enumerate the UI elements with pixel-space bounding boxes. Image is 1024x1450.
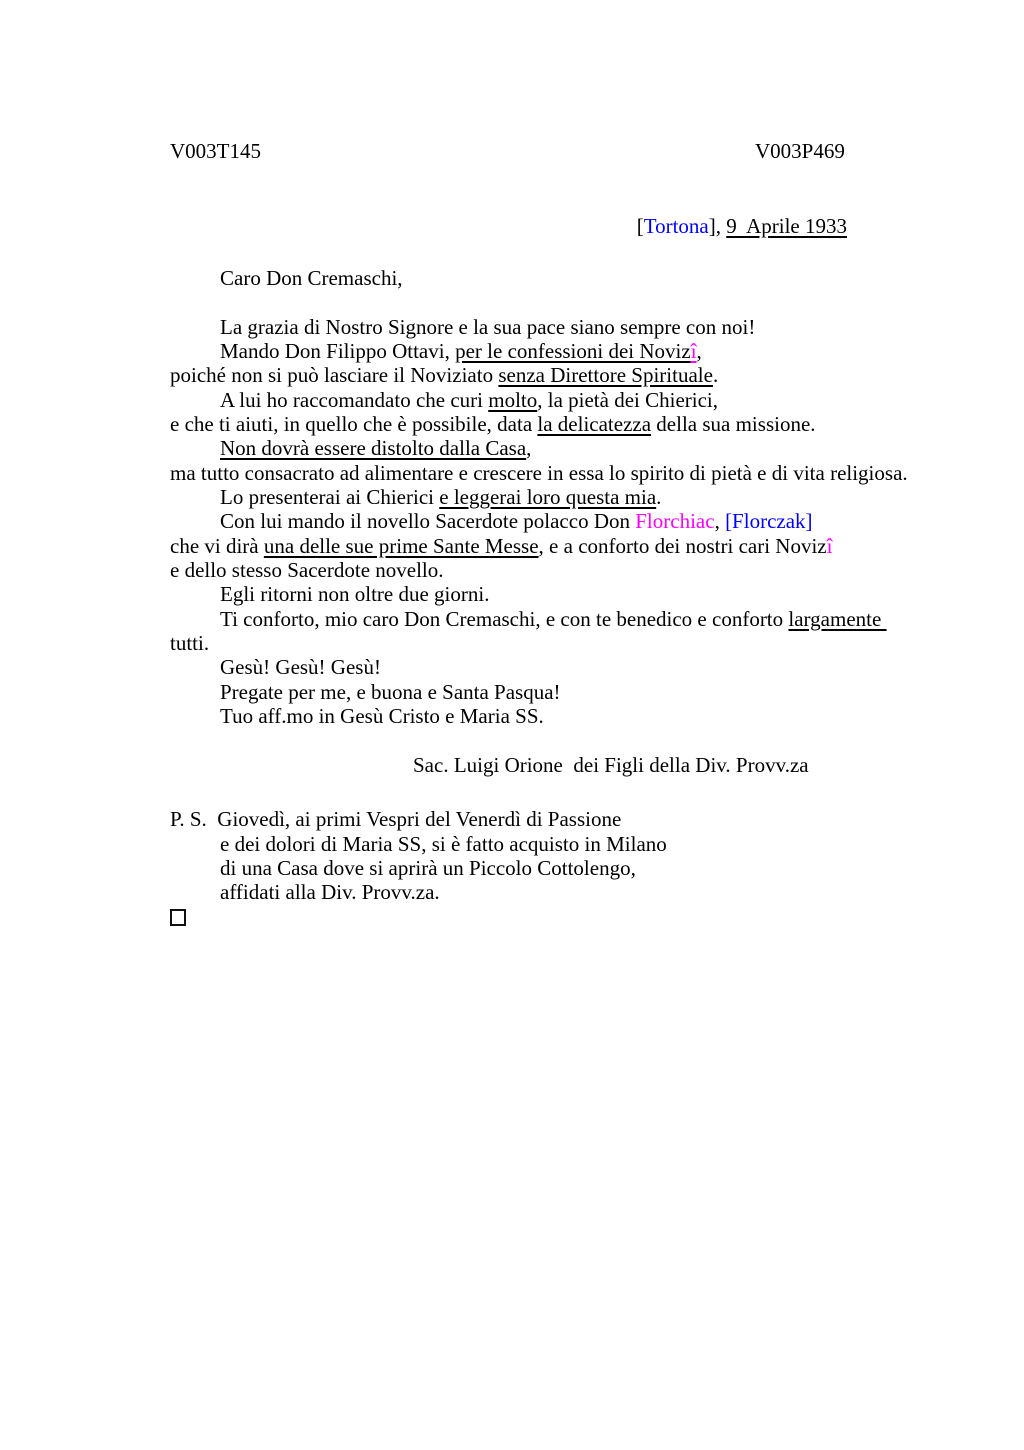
text-run: î bbox=[826, 533, 833, 558]
text-run: Egli ritorni non oltre due giorni. bbox=[220, 582, 490, 607]
letter-line bbox=[170, 509, 908, 533]
text-run: [Florczak] bbox=[725, 509, 813, 534]
letter-line bbox=[170, 388, 908, 412]
text-run: Non dovrà essere distolto dalla Casa bbox=[220, 436, 527, 461]
letter-body bbox=[170, 266, 908, 929]
text-run: Tuo aff.mo in Gesù Cristo e Maria SS. bbox=[220, 703, 544, 728]
text-run: affidati alla Div. Provv.za. bbox=[220, 880, 440, 905]
text-run: Caro Don Cremaschi, bbox=[220, 266, 403, 290]
text-run: Florchiac bbox=[635, 509, 715, 534]
letter-line bbox=[170, 339, 908, 363]
end-marker-line bbox=[170, 905, 908, 929]
empty-square-icon bbox=[170, 909, 186, 926]
text-run: largamente bbox=[788, 606, 887, 631]
text-run: e dello stesso Sacerdote novello. bbox=[170, 557, 444, 582]
text-run: , la pietà dei Chierici, bbox=[537, 387, 719, 412]
text-run: molto bbox=[488, 387, 538, 412]
letter-line bbox=[170, 485, 908, 509]
document-code-right: V003P469 bbox=[755, 139, 845, 163]
text-run: della sua missione. bbox=[651, 411, 816, 436]
text-run: la delicatezza bbox=[537, 411, 652, 436]
document-code-left: V003T145 bbox=[170, 139, 261, 163]
text-run: , e a conforto dei nostri cari Noviz bbox=[538, 533, 827, 558]
letter-line bbox=[170, 753, 908, 777]
text-run: [ bbox=[636, 214, 644, 238]
text-run: Ti conforto, mio caro Don Cremaschi, e con te benedico e conforto bbox=[220, 606, 789, 631]
letter-line bbox=[170, 655, 908, 679]
text-run: , bbox=[714, 509, 726, 534]
text-run: A lui ho raccomandato che curi bbox=[220, 387, 489, 412]
text-run: e dei dolori di Maria SS, si è fatto acquisto in Milano bbox=[220, 831, 667, 856]
text-run: Lo presenterai ai Chierici bbox=[220, 484, 440, 509]
letter-line bbox=[170, 680, 908, 704]
text-run: , bbox=[696, 338, 702, 363]
letter-line bbox=[170, 880, 908, 904]
text-run: una delle sue prime Sante Messe bbox=[263, 533, 539, 558]
text-run: ], bbox=[708, 214, 727, 238]
blank-line bbox=[170, 777, 908, 801]
text-run: P. S. bbox=[170, 807, 218, 832]
letter-line bbox=[170, 607, 908, 631]
text-run: senza Direttore Spirituale bbox=[498, 363, 713, 388]
text-run: . bbox=[712, 363, 719, 388]
blank-line bbox=[170, 290, 908, 314]
letter-line bbox=[170, 412, 908, 436]
text-run: che vi dirà bbox=[170, 533, 264, 558]
text-run: e leggerai loro questa mia bbox=[439, 484, 657, 509]
letter-line bbox=[170, 266, 908, 290]
letter-line bbox=[170, 534, 908, 558]
text-run: Giovedì, ai primi Vespri del Venerdì di Passione bbox=[217, 807, 622, 832]
letter-line bbox=[170, 461, 908, 485]
text-run: di una Casa dove si aprirà un Piccolo Cottolengo, bbox=[220, 855, 636, 880]
letter-line bbox=[170, 832, 908, 856]
letter-line bbox=[170, 436, 908, 460]
text-run: Mando Don Filippo Ottavi, bbox=[220, 338, 456, 363]
text-run: Con lui mando il novello Sacerdote polacco Don bbox=[220, 509, 636, 534]
text-run: , bbox=[526, 436, 532, 461]
date-line bbox=[170, 214, 847, 238]
text-run: Tortona bbox=[643, 214, 709, 238]
letter-line bbox=[170, 363, 908, 387]
text-run: tutti. bbox=[170, 630, 210, 655]
text-run: . bbox=[656, 484, 662, 509]
letter-line bbox=[170, 315, 908, 339]
text-run: La grazia di Nostro Signore e la sua pace siano sempre con noi! bbox=[220, 314, 756, 339]
text-run: e che ti aiuti, in quello che è possibile, data bbox=[170, 411, 538, 436]
letter-line bbox=[170, 856, 908, 880]
text-run: ma tutto consacrato ad alimentare e crescere in essa lo spirito di pietà e di vita religiosa. bbox=[170, 460, 908, 485]
letter-line bbox=[170, 631, 908, 655]
letter-line bbox=[170, 704, 908, 728]
letter-line bbox=[170, 582, 908, 606]
text-run: 9 Aprile 1933 bbox=[726, 214, 847, 238]
text-run: Gesù! Gesù! Gesù! bbox=[220, 655, 381, 680]
blank-line bbox=[170, 728, 908, 752]
text-run: î bbox=[690, 338, 697, 363]
letter-line bbox=[170, 558, 908, 582]
text-run: per le confessioni dei Noviz bbox=[455, 338, 691, 363]
text-run: poiché non si può lasciare il Noviziato bbox=[170, 363, 499, 388]
letter-line bbox=[170, 807, 908, 831]
text-run: Pregate per me, e buona e Santa Pasqua! bbox=[220, 679, 561, 704]
text-run: Sac. Luigi Orione dei Figli della Div. Provv.za bbox=[413, 752, 809, 777]
